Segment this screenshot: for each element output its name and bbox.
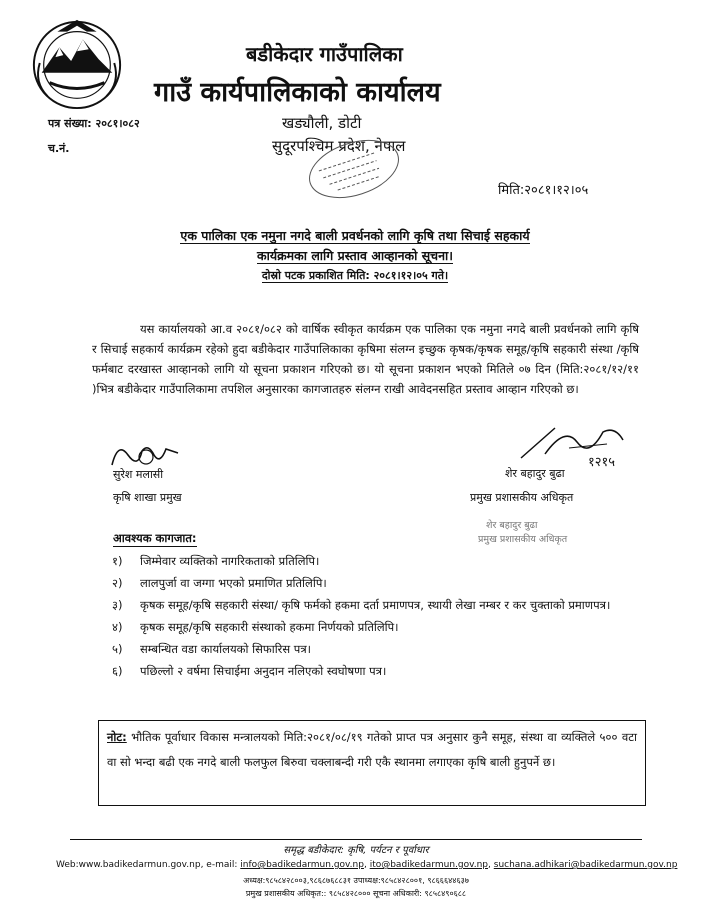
municipality-name: बडीकेदार गाउँपालिका <box>246 42 403 66</box>
footer-divider <box>70 839 642 840</box>
item-number: ५) <box>112 642 123 656</box>
publication-date-text: दोस्रो पटक प्रकाशित मिति: २०८१।१२।०५ गते। <box>261 269 449 282</box>
item-text: जिम्मेवार व्यक्तिको नागरिकताको प्रतिलिपि। <box>140 554 320 568</box>
note-label: नोट: <box>107 730 127 744</box>
list-item <box>112 595 652 616</box>
item-number: १) <box>112 554 123 568</box>
item-text: सम्बन्धित वडा कार्यालयको सिफारिस पत्र। <box>140 642 312 656</box>
left-signatory-title: कृषि शाखा प्रमुख <box>113 491 182 504</box>
list-item <box>112 639 652 660</box>
notice-body: यस कार्यालयको आ.व २०८१/०८२ को वार्षिक स्वीकृत कार्यक्रम एक पालिका एक नमुना नगदे बाली प्रवर्धनको लागि कृषि र सिचाई सहकार्य कार्यक्रम रहेको हुदा बडीकेदार गाउँपालिकाका कृषिमा संलग्न इच्छुक कृषक/कृषक समूह/कृषि सहकारी संस्था /कृषि फर्मबाट दरखास्त आव्हानको लागि यो सूचना प्रकाशन गरिएको छ। यो सूचना प्रकाशन भएको मितिले ०७ दिन (मिति:२०८१/१२/११ )भित्र बडीकेदार गाउँपालिकामा तपशिल अनुसारका कागजातहरु संलग्न राखी आवेदनसहित प्रस्ताव आव्हान गरिएको छ। <box>92 322 639 396</box>
email-link-info[interactable]: info@badikedarmun.gov.np <box>240 860 364 870</box>
municipality-emblem-icon <box>28 14 126 112</box>
item-number: २) <box>112 576 123 590</box>
requirements-heading: आवश्यक कागजात: <box>113 531 197 545</box>
item-text: लालपुर्जा वा जग्गा भएको प्रमाणित प्रतिलिपि। <box>140 576 327 590</box>
notice-subject-line-1: एक पालिका एक नमुना नगदे बाली प्रवर्धनको लागि कृषि तथा सिचाई सहकार्य <box>180 228 530 243</box>
right-signatory-name: शेर बहादुर बुढा <box>505 467 565 480</box>
right-stamp-title: प्रमुख प्रशासकीय अधिकृत <box>478 534 568 545</box>
publication-date <box>130 268 580 283</box>
office-name: गाउँ कार्यपालिकाको कार्यालय <box>154 77 441 108</box>
item-text: कृषक समूह/कृषि सहकारी संस्थाको हकमा निर्णयको प्रतिलिपि। <box>140 620 399 634</box>
footer-web-emails: Web:www.badikedarmun.gov.np, e-mail: info@badikedarmun.gov.np, ito@badikedarmun.gov.np, suchana.adhikari@badikedarmun.gov.np <box>56 860 678 870</box>
email-link-ito[interactable]: ito@badikedarmun.gov.np <box>369 860 489 870</box>
note-body: भौतिक पूर्वाधार विकास मन्त्रालयको मिति:२०८१/०८/१९ गतेको प्राप्त पत्र अनुसार कुनै समूह, संस्था वा व्यक्तिले ५०० वटा वा सो भन्दा बढी एक नगदे बाली फलफुल बिरुवा चक्लाबन्दी गरी एकै स्थानमा लगाएका कृषि बाली हुनुपर्ने छ। <box>107 730 637 769</box>
list-item <box>112 573 652 594</box>
list-item <box>112 661 652 682</box>
notice-subject-line-2: कार्यक्रमका लागि प्रस्ताव आव्हानको सूचना। <box>256 248 454 263</box>
right-stamp-name: शेर बहादुर बुढा <box>486 520 538 531</box>
address-line-2: सुदूरपश्चिम प्रदेश, नेपाल <box>272 137 406 155</box>
item-text: कृषक समूह/कृषि सहकारी संस्था/ कृषि फर्मको हकमा दर्ता प्रमाणपत्र, स्थायी लेखा नम्बर र कर चुक्ताको प्रमाणपत्र। <box>140 598 611 612</box>
letter-number: पत्र संख्या: २०८१।०८२ <box>48 117 140 130</box>
footer-contacts: अध्यक्ष:९८५८४२८००३,९८६८७६८८३१ उपाध्यक्ष:९८५८४२८००१, ९८६६६४४६३७ <box>243 876 469 885</box>
office-stamp <box>300 136 408 202</box>
right-handwritten-number: १२१५ <box>588 455 616 470</box>
item-number: ६) <box>112 664 123 678</box>
footer-web-label: Web:www.badikedarmun.gov.np, e-mail: <box>56 860 241 870</box>
dispatch-number: च.नं. <box>48 142 70 155</box>
left-signatory-name: सुरेश मलासी <box>113 468 164 481</box>
footer-slogan: समृद्ध बडीकेदार: कृषि, पर्यटन र पूर्वाधार <box>283 845 429 856</box>
item-text: पछिल्लो २ वर्षमा सिचाईमा अनुदान नलिएको स्वघोषणा पत्र। <box>140 664 387 678</box>
left-signature-icon <box>108 437 188 471</box>
address-line-1: खड्यौली, डोटी <box>282 114 362 132</box>
letter-date: मिति:२०८१।१२।०५ <box>498 183 589 198</box>
notice-subject <box>130 226 580 266</box>
requirements-list <box>112 551 652 683</box>
note-text <box>107 725 637 775</box>
email-link-suchana[interactable]: suchana.adhikari@badikedarmun.gov.np <box>493 860 678 870</box>
list-item <box>112 617 652 638</box>
right-signatory-title: प्रमुख प्रशासकीय अधिकृत <box>470 491 574 504</box>
note-box <box>98 720 646 806</box>
list-item <box>112 551 652 572</box>
item-number: ४) <box>112 620 123 634</box>
footer-contacts-2: प्रमुख प्रशासकीय अधिकृत:: ९८५८४२८००० सूचना अधिकारी: ९८५८४९०६८८ <box>245 889 467 898</box>
item-number: ३) <box>112 598 123 612</box>
